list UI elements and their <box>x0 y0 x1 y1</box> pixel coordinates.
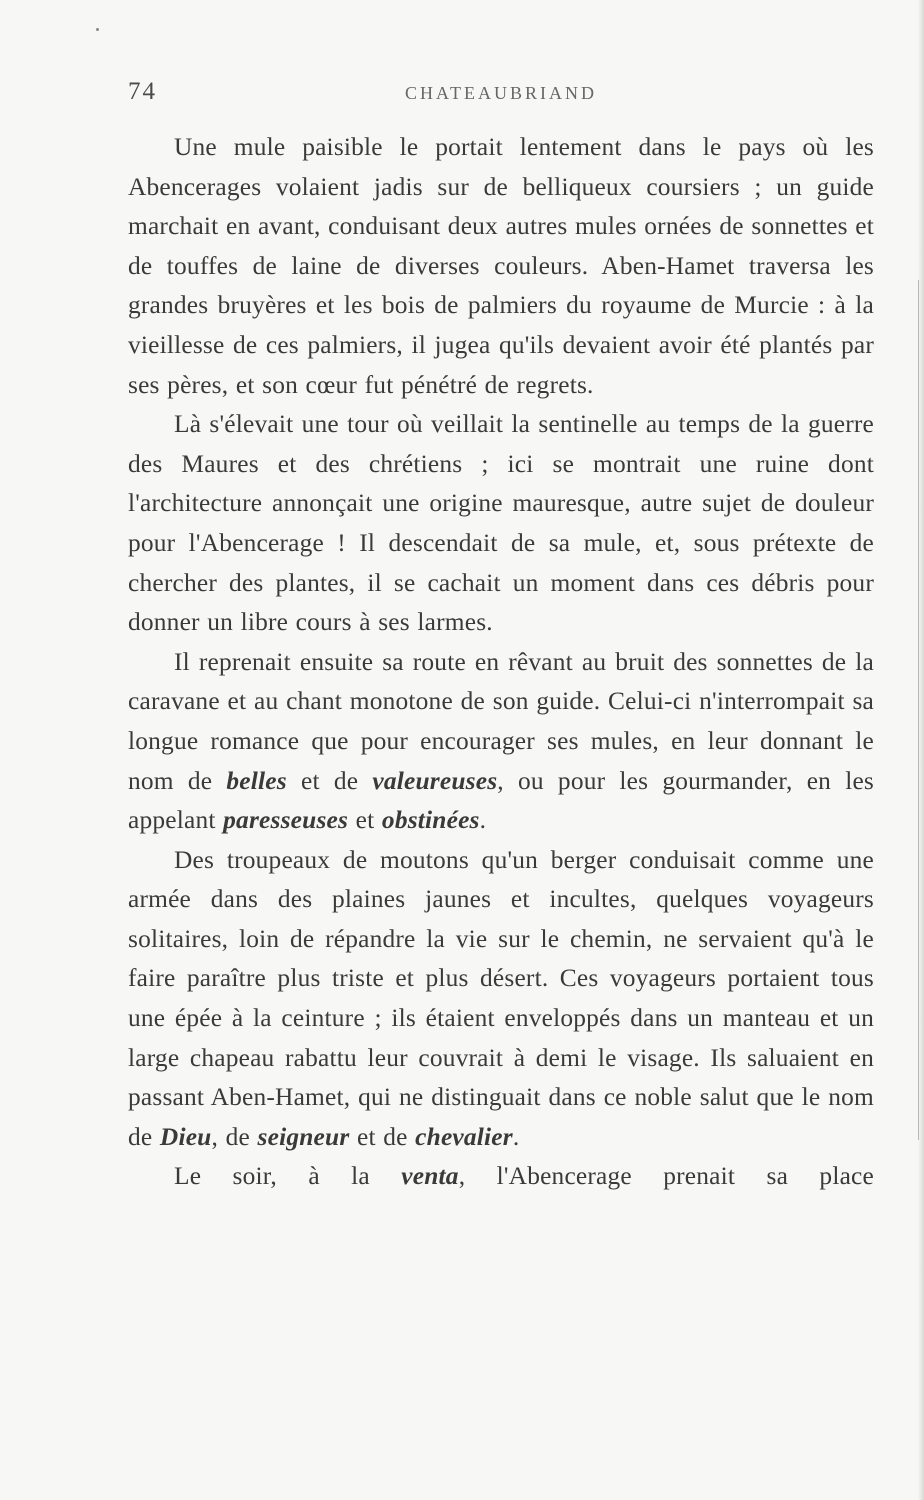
text-run: Le soir, à la <box>174 1162 402 1191</box>
paragraph <box>128 643 874 841</box>
italic-word: seigneur <box>257 1122 350 1151</box>
text-run: et de <box>349 1122 416 1151</box>
text-run: , de <box>211 1122 258 1151</box>
text-run: Là s'élevait une tour où veillait la sentinelle au temps de la guerre des Maures et des chrétiens ; ici se montrait une ruine dont l'architecture annonçait une origine mauresque, autre sujet de douleur pour l'Abencerage ! Il descendait de sa mule, et, sous prétexte de chercher des plantes, il se cachait un moment dans ces débris pour donner un libre cours à ses larmes. <box>128 410 874 637</box>
page-header <box>128 78 874 108</box>
paragraph <box>128 1157 874 1197</box>
text-run: , l'Abencerage prenait sa place <box>458 1162 874 1191</box>
text-run: , ou pour les gourmander, en les appelant <box>128 766 875 835</box>
paragraph <box>128 841 874 1158</box>
text-run: . <box>512 1122 520 1151</box>
body-text <box>128 128 874 1197</box>
italic-word: venta <box>401 1162 459 1191</box>
italic-word: Dieu <box>159 1122 212 1151</box>
text-run: Des troupeaux de moutons qu'un berger conduisait comme une armée dans des plaines jaunes et incultes, quelques voyageurs solitaires, loin de répandre la vie sur le chemin, ne servaient qu'à le faire paraître plus triste et plus désert. Ces voyageurs portaient tous une épée à la ceinture ; ils étaient enveloppés dans un manteau et un large chapeau rabattu leur couvrait à demi le visage. Ils saluaient en passant Aben-Hamet, qui ne distinguait dans ce noble salut que le nom de <box>128 845 874 1151</box>
paragraph <box>128 405 874 643</box>
text-run: Une mule paisible le portait lentement dans le pays où les Abencerages volaient jadis sur de belliqueux coursiers ; un guide marchait en avant, conduisant deux autres mules ornées de sonnettes et de touffes de laine de diverses couleurs. Aben-Hamet traversa les grandes bruyères et les bois de palmiers du royaume de Murcie : à la vieillesse de ces palmiers, il jugea qu'ils devaient avoir été plantés par ses pères, et son cœur fut pénétré de regrets. <box>128 133 874 399</box>
text-run: Il reprenait ensuite sa route en rêvant au bruit des sonnettes de la caravane et au chant monotone de son guide. Celui-ci n'interrompait sa longue romance que pour encourager ses mules, en leur donnant le nom de <box>128 647 874 795</box>
italic-word: obstinées <box>381 806 480 835</box>
text-run: . <box>479 806 487 835</box>
running-title: CHATEAUBRIAND <box>405 83 597 103</box>
page-number: 74 <box>128 78 157 105</box>
italic-word: paresseuses <box>223 806 349 835</box>
text-run: et <box>348 806 382 835</box>
binding-shadow <box>918 280 919 1140</box>
paper-speck <box>96 28 99 31</box>
italic-word: valeureuses <box>372 766 498 795</box>
italic-word: chevalier <box>415 1122 513 1151</box>
paragraph <box>128 128 874 405</box>
italic-word: belles <box>226 766 287 795</box>
text-run: et de <box>286 766 373 795</box>
